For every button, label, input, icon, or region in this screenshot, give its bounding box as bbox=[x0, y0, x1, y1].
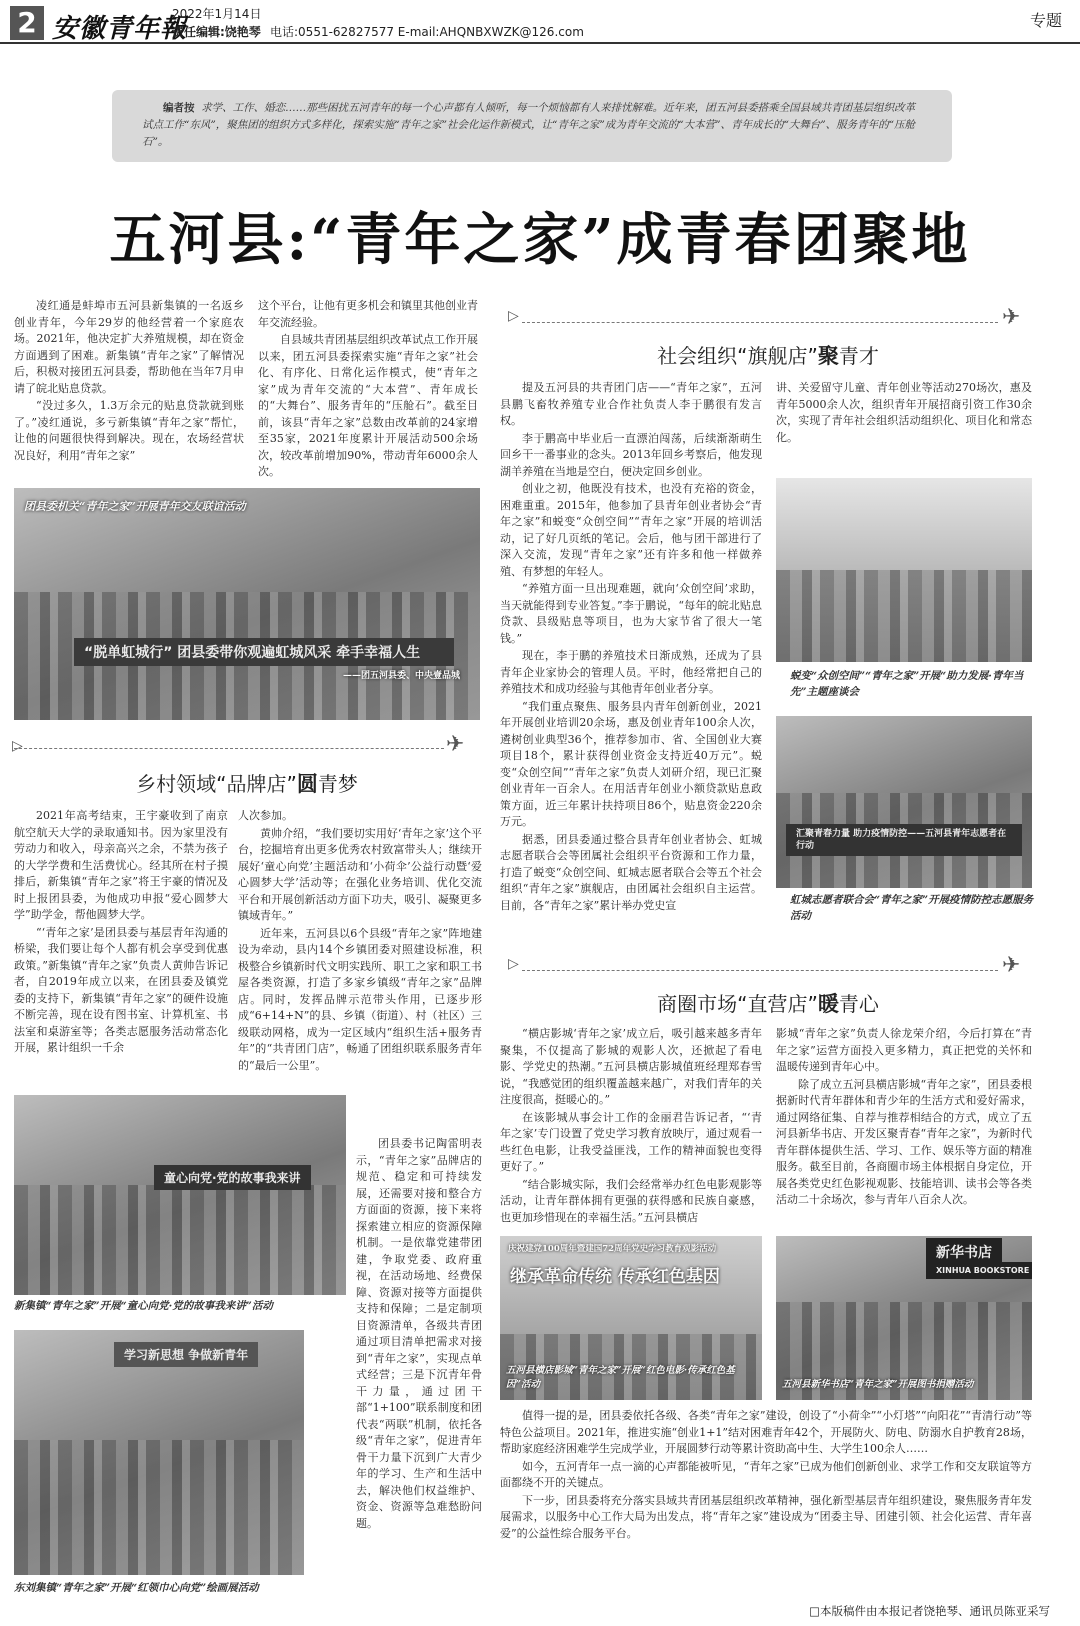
photo-banner: “脱单虹城行” 团县委带你观遍虹城风采 牵手幸福人生 bbox=[74, 638, 454, 666]
paragraph: “‘青年之家’是团县委与基层青年沟通的桥梁，我们要让每个人都有机会享受到优惠政策。”新集镇“青年之家”负责人黄帅告诉记者，自2019年成立以来，在团县委及镇党委的支持下，新集镇“青年之家”的硬件设施不断完善，现在设有图书室、计算机室、书法室和桌游室等；各类志愿服务活动常态化开展，累计组织一千余 bbox=[14, 925, 228, 1054]
paragraph: “没过多久，1.3万余元的贴息贷款就到账了。”凌红通说，多亏新集镇“青年之家”帮忙，让他的问题很快得到解决。现在，农场经营状况良好，利用“青年之家” bbox=[14, 399, 244, 462]
photo-banner: 童心向党·党的故事我来讲 bbox=[154, 1165, 311, 1190]
paragraph: “结合影城实际，我们会经常举办红色电影观影等活动，让青年群体拥有更强的获得感和民族自豪感，也更加珍惜现在的幸福生活。”五河县横店 bbox=[500, 1177, 762, 1224]
contact-line: 电话:0551-62827577 E-mail:AHQNBXWZK@126.com bbox=[270, 25, 584, 39]
section2-column-1 bbox=[500, 380, 762, 915]
paragraph: 黄帅介绍，“我们要切实用好‘青年之家’这个平台，挖掘培育出更多优秀农村致富带头人；继续开展好‘童心向党’主题活动和‘小荷伞’公益行动暨‘爱心圆梦大学’活动等；在强化业务培训、优化交流平台和开展创新活动方面下功夫，吸引、凝聚更多镇域青年。” bbox=[238, 826, 482, 922]
section3-column-1 bbox=[500, 1026, 762, 1227]
editor-note bbox=[112, 90, 952, 162]
paragraph: 现在，李于鹏的养殖技术日渐成熟，还成为了县青年企业家协会的管理人员。平时，他经常把自己的养殖技术和成功经验与其他青年创业者分享。 bbox=[500, 649, 762, 695]
issue-date: 2022年1月14日 bbox=[172, 7, 262, 21]
arrow-icon: ▷ bbox=[508, 308, 519, 324]
photo-banner-small: ——团五河县委、中央壹品城 bbox=[342, 671, 460, 681]
photo-crowd bbox=[776, 570, 1032, 662]
article-credit: □本版稿件由本报记者饶艳琴、通讯员陈亚采写 bbox=[809, 1604, 1050, 1618]
title-part: 商圈市场“直营店” bbox=[657, 992, 818, 1016]
title-part: 青梦 bbox=[317, 772, 358, 796]
photo-crowd bbox=[14, 1185, 346, 1295]
paragraph: 团县委书记陶雷明表示，“青年之家”品牌店的规范、稳定和可持续发展，还需要对接和整合方方面面的资源，接下来将探索建立相应的资源保障机制。一是依靠党建带团建，争取党委、政府重视，在活动场地、经费保障、资源对接等方面提供支持和保障；二是定制项目资源清单，各级共青团通过项目清单把需求对接到“青年之家”，实现点单式经营；三是下沉青年骨干力量，通过团干部“1+100”联系制度和团代表“两联”机制，依托各级“青年之家”，促进青年骨干力量下沉到广大青少年的学习、生产和生活中去，解决他们权益维护、资金、资源等急难愁盼问题。 bbox=[356, 1137, 482, 1530]
bookstore-sign-en: XINHUA BOOKSTORE bbox=[926, 1262, 1032, 1279]
arrow-icon: ▷ bbox=[12, 738, 23, 754]
paragraph: 讲、关爱留守儿童、青年创业等活动270场次，惠及青年5000余人次，组织青年开展招商引资工作30余次，实现了青年社会组织活动组织化、项目化和常态化。 bbox=[776, 381, 1032, 444]
photo-crowd bbox=[14, 1440, 304, 1575]
paragraph: 2021年高考结束，王宇豪收到了南京航空航天大学的录取通知书。因为家里没有劳动力和收入，母亲高兴之余，不禁为孩子的大学学费和生活费忧心。经其所在村子摸排后，新集镇“青年之家”将王宇豪的情况及时上报团县委，为他成功申报“爱心圆梦大学”助学金，帮他圆梦大学。 bbox=[14, 809, 228, 921]
paragraph: 据悉，团县委通过整合县青年创业者协会、虹城志愿者联合会等团属社会组织平台资源和工作力量，打造了蜕变“众创空间、虹城志愿者联合会等五个社会组织“青年之家”旗舰店，由团属社会组织自主运营。目前，各“青年之家”累计举办党史宣 bbox=[500, 832, 762, 912]
paragraph: 这个平台，让他有更多机会和镇里其他创业青年交流经验。 bbox=[258, 299, 478, 329]
paragraph: 凌红通是蚌埠市五河县新集镇的一名返乡创业青年，今年29岁的他经营着一个家庭农场。2021年，他决定扩大养殖规模，却在资金方面遇到了困难。新集镇“青年之家”了解情况后，积极对接团五河县委，帮助他在当年7月申请了皖北贴息贷款。 bbox=[14, 299, 244, 395]
photo-banner: 学习新思想 争做新青年 bbox=[114, 1342, 258, 1367]
title-part: 青才 bbox=[838, 344, 879, 368]
paragraph: “横店影城‘青年之家’成立后，吸引越来越多青年聚集，不仅提高了影城的观影人次，还掀起了看电影、学党史的热潮。”五河县横店影城值班经理郑春雪说，“我感觉团的组织覆盖越来越广，对我们青年的关注度很高，挺暖心的。” bbox=[500, 1027, 762, 1106]
paragraph: 近年来，五河县以6个县级“青年之家”阵地建设为牵动，县内14个乡镇团委对照建设标准，积极整合乡镇新时代文明实践所、职工之家和职工书屋各类资源，打造了多家乡镇级“青年之家”品牌店。同时，发挥品牌示范带头作用，已逐步形成“6+14+N”的县、乡镇（街道）、村（社区）三级联动网格，成为一定区域内“组织生活+服务青年”的“共青团门店”，畅通了团组织联系服务青年的“最后一公里”。 bbox=[238, 926, 482, 1072]
intro-column-2 bbox=[258, 298, 478, 482]
photo-cinema-event bbox=[500, 1236, 762, 1400]
headline: 五河县:“青年之家”成青春团聚地 bbox=[109, 207, 971, 273]
title-part: 乡村领域“品牌店” bbox=[136, 772, 297, 796]
paragraph: 在该影城从事会计工作的金丽君告诉记者，“‘青年之家’专门设置了党史学习教育放映厅，通过观看一些红色电影，让我受益匪浅，工作的精神面貌也变得更好了。” bbox=[500, 1110, 762, 1173]
paper-name: 安徽青年報 bbox=[52, 14, 188, 44]
photo-bookstore bbox=[776, 1236, 1032, 1400]
title-highlight: 暖 bbox=[817, 992, 839, 1016]
paragraph: “养殖方面一旦出现难题，就向‘众创空间’求助，当天就能得到专业答复。”李于鹏说，“每年的皖北贴息贷款、县级贴息等项目，也为大家节省了很大一笔钱。” bbox=[500, 582, 762, 645]
photo-caption: 蜕变“众创空间”“青年之家”开展“助力发展·青年当先”主题座谈会 bbox=[790, 670, 1024, 698]
paragraph: 提及五河县的共青团门店——“青年之家”，五河县鹏飞畜牧养殖专业合作社负责人李于鹏很有发言权。 bbox=[500, 381, 762, 427]
paragraph: 下一步，团县委将充分落实县域共青团基层组织改革精神，强化新型基层青年组织建设，聚焦服务青年发展需求，以服务中心工作大局为出发点，将“青年之家”建设成为“团委主导、团建引领、社会化运营、青年喜爱”的公益性综合服务平台。 bbox=[500, 1493, 1032, 1540]
page-number: 2 bbox=[10, 6, 44, 40]
section1-column-3 bbox=[356, 1136, 482, 1533]
section-title-rural bbox=[14, 768, 480, 798]
photo-caption: 东刘集镇“青年之家”开展“红领巾心向党”绘画展活动 bbox=[14, 1582, 259, 1594]
masthead bbox=[0, 0, 1080, 44]
editor-note-label: 编者按 bbox=[163, 102, 195, 114]
paragraph: 李于鹏高中毕业后一直漂泊闯荡，后续渐渐萌生回乡干一番事业的念头。2013年回乡考察后，他发现湖羊养殖在当地是空白，便决定回乡创业。 bbox=[500, 431, 762, 478]
photo-caption: 新集镇“青年之家”开展“童心向党·党的故事我来讲”活动 bbox=[14, 1300, 273, 1312]
paper-plane-icon: ✈ bbox=[1002, 953, 1021, 978]
section1-column-1 bbox=[14, 808, 228, 1058]
arrow-icon: ▷ bbox=[508, 956, 519, 972]
section-title-social-org bbox=[508, 340, 1028, 370]
section-divider bbox=[14, 748, 444, 749]
section3-conclusion bbox=[500, 1408, 1032, 1543]
paragraph: “我们重点聚焦、服务县内青年创新创业，2021年开展创业培训20余场，惠及创业青年100余人次，遴树创业典型36个，推荐参加市、省、全国创业大赛项目18个，累计获得创业资金支持近40万元”。蜕变“众创空间”“青年之家”负责人刘研介绍，现已汇聚创业青年一百余人。在用活青年创业小额贷款贴息政策方面，近三年累计扶持项目86个，贴息资金220余万元。 bbox=[500, 699, 762, 828]
photo-banner: 汇聚青春力量 助力疫情防控——五河县青年志愿者在行动 bbox=[786, 824, 1022, 856]
photo-caption: 虹城志愿者联合会“青年之家”开展疫情防控志愿服务活动 bbox=[790, 894, 1034, 922]
paragraph: 如今，五河青年一点一滴的心声都能被听见，“青年之家”已成为他们创新创业、求学工作和交友联谊等方面都绕不开的关键点。 bbox=[500, 1459, 1032, 1489]
photo-caption-overlay: 五河县横店影城“青年之家”开展“红色电影·传承红色基因”活动 bbox=[506, 1365, 735, 1390]
section3-column-2 bbox=[776, 1026, 1032, 1210]
photo-children-storytelling bbox=[14, 1095, 346, 1295]
paragraph: 人次参加。 bbox=[238, 809, 293, 822]
photo-volunteers bbox=[776, 716, 1032, 888]
photo-caption-overlay: 五河县新华书店“青年之家”开展图书捐赠活动 bbox=[782, 1379, 974, 1390]
photo-caption-overlay: 团县委机关“青年之家”开展青年交友联谊活动 bbox=[24, 500, 246, 513]
title-part: 青心 bbox=[838, 992, 879, 1016]
paper-plane-icon: ✈ bbox=[1002, 305, 1021, 330]
paragraph: 值得一提的是，团县委依托各级、各类“青年之家”建设，创设了“小荷伞”“小灯塔”“向阳花”“青清行动”等特色公益项目。2021年，推进实施“创业1+1”结对困难青年42个，开展防火、防电、防溺水自护教育28场，帮助家庭经济困难学生完成学业，开展圆梦行动等累计资助高中生、大学生100余人…… bbox=[500, 1409, 1032, 1455]
photo-seminar bbox=[776, 478, 1032, 662]
section-divider bbox=[522, 970, 998, 971]
title-highlight: 聚 bbox=[817, 344, 839, 368]
paragraph: 影城“青年之家”负责人徐龙荣介绍，今后打算在“青年之家”运营方面投入更多精力，真正把党的关怀和温暖传递到青年心中。 bbox=[776, 1027, 1032, 1073]
section-divider bbox=[522, 322, 998, 323]
section-label: 专题 bbox=[1029, 11, 1062, 30]
photo-drawing-exhibition bbox=[14, 1330, 304, 1575]
photo-banner-big: 继承革命传统 传承红色基因 bbox=[510, 1267, 720, 1287]
title-part: 社会组织“旗舰店” bbox=[657, 344, 818, 368]
photo-youth-dating-event bbox=[14, 488, 480, 720]
editor-line: 责任编辑:饶艳琴 bbox=[172, 25, 261, 39]
section1-column-2 bbox=[238, 808, 482, 1075]
paper-plane-icon: ✈ bbox=[446, 732, 465, 757]
paragraph: 自县域共青团基层组织改革试点工作开展以来，团五河县委探索实施“青年之家”社会化、有序化、日常化运作模式，使“青年之家”成为青年交流的“大本营”、青年成长的“大舞台”、服务青年的“压舱石”。截至目前，该县“青年之家”总数由改革前的24家增至35家，2021年度累计开展活动500余场次，较改革前增加90%，带动青年6000余人次。 bbox=[258, 333, 478, 478]
section-title-business bbox=[508, 988, 1028, 1018]
intro-column-1 bbox=[14, 298, 244, 465]
bookstore-sign: 新华书店 bbox=[926, 1238, 1002, 1266]
editor-note-text: 求学、工作、婚恋……那些困扰五河青年的每一个心声都有人倾听，每一个烦恼都有人来排忧解难。近年来，团五河县委搭乘全国县域共青团基层组织改革试点工作“东风”，聚焦团的组织方式多样化，探索实施“青年之家”社会化运作新模式，让“青年之家”成为青年交流的“大本营”、青年成长的“大舞台”、服务青年的“压舱石”。 bbox=[142, 102, 916, 148]
paragraph: 除了成立五河县横店影城“青年之家”，团县委根据新时代青年群体和青少年的生活方式和爱好需求，通过网络征集、自荐与推荐相结合的方式，成立了五河县新华书店、开发区聚青春“青年之家”，为新时代青年群体提供生活、学习、工作、娱乐等方面的精准服务。截至目前，各商圈市场主体根据自身定位，开展各类党史红色影视观影、技能培训、读书会等各类活动二十余场次，参与青年八百余人次。 bbox=[776, 1077, 1032, 1206]
section2-column-2 bbox=[776, 380, 1032, 447]
paragraph: 创业之初，他既没有技术，也没有充裕的资金，困难重重。2015年，他参加了县青年创业者协会“青年之家”和蜕变“众创空间”“青年之家”开展的培训活动，记了好几页纸的笔记。会后，他与团干部进行了深入交流，发现“青年之家”还有许多和他一样做养殖、有梦想的年轻人。 bbox=[500, 482, 762, 578]
photo-banner-top: 庆祝建党100周年暨建国72周年党史学习教育观影活动 bbox=[508, 1244, 717, 1254]
title-highlight: 圆 bbox=[296, 772, 318, 796]
